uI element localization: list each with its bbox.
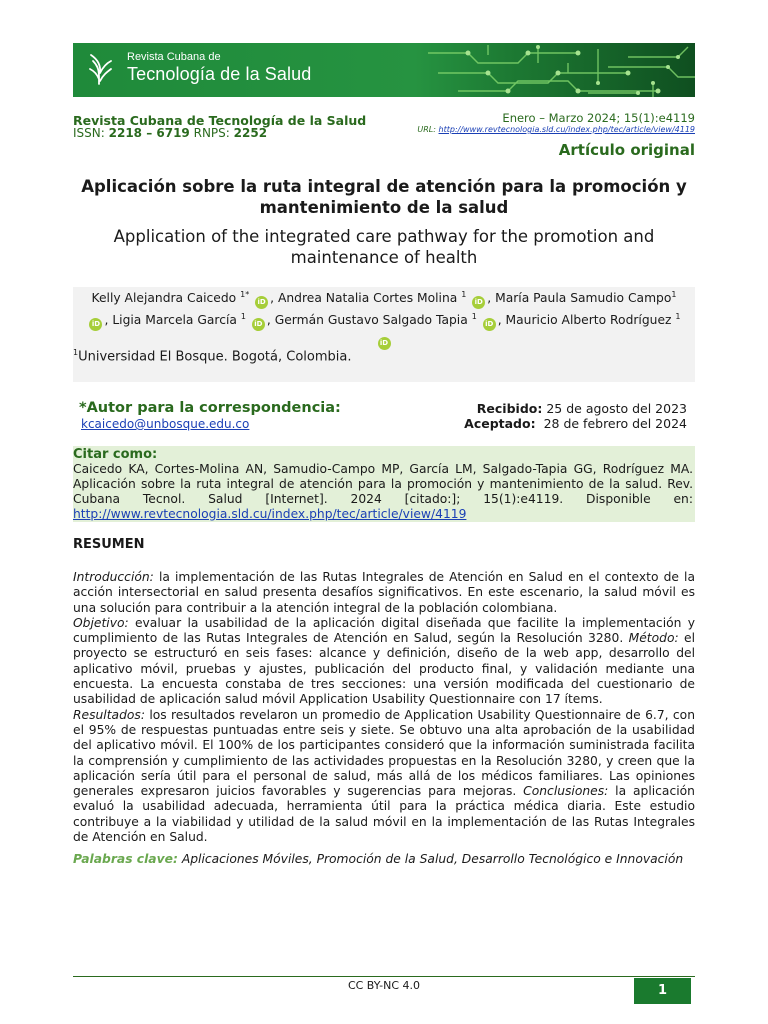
author-name: Kelly Alejandra Caicedo — [91, 291, 237, 306]
author-name: Ligia Marcela García — [112, 313, 237, 328]
author-affil-sup: 1 — [240, 312, 246, 322]
authors-section — [73, 287, 695, 382]
article-url-link[interactable]: http://www.revtecnologia.sld.cu/index.php/tec/article/view/4119 — [438, 125, 695, 134]
results-label: Resultados: — [73, 707, 145, 722]
banner-title-big: Tecnología de la Salud — [127, 64, 312, 84]
issn-line — [73, 126, 267, 140]
author-affil-sup: 1 — [471, 312, 477, 322]
submission-dates — [464, 401, 687, 431]
objective-text: evaluar la usabilidad de la aplicación digital diseñada que facilite la implementación y cumplimiento de las Rutas Integrales de Atención en Salud, según la Resolución 3280. — [73, 615, 695, 646]
author-affil-sup: 1* — [240, 290, 250, 299]
author-name: María Paula Samudio Campo — [495, 291, 672, 306]
conclusions-label: Conclusiones: — [523, 784, 609, 799]
author-name: Andrea Natalia Cortes Molina — [277, 291, 458, 306]
accepted-date: 28 de febrero del 2024 — [543, 416, 687, 431]
issn-value: 2218 – 6719 — [108, 126, 190, 140]
affiliation-sup: 1 — [73, 348, 79, 357]
citation-text: Caicedo KA, Cortes-Molina AN, Samudio-Campo MP, García LM, Salgado-Tapia GG, Rodríguez MA. Aplicación sobre la ruta integral de atención para la promoción y mantenimiento de la salud. Rev. Cubana Tecnol. Salud [Internet]. 2024 [citado:]; 15(1):e4119. Disponible en: — [73, 462, 693, 506]
article-title-spanish: Aplicación sobre la ruta integral de atención para la promoción y mantenimiento de la salud — [81, 177, 687, 217]
method-label: Método: — [628, 631, 679, 646]
abstract-heading: RESUMEN — [73, 537, 145, 552]
citation-title: Citar como: — [73, 447, 158, 462]
intro-label: Introducción: — [73, 570, 154, 584]
author-affil-sup: 1 — [671, 290, 677, 299]
journal-name: Revista Cubana de Tecnología de la Salud — [73, 113, 367, 128]
intro-text: la implementación de las Rutas Integrales de Atención en Salud en el contexto de la acción intersectorial en salud presenta desafíos significativos. En este escenario, la salud móvil es una solución para contribuir a la atención integral de la población colombiana. — [73, 570, 695, 615]
received-label: Recibido: — [476, 401, 543, 416]
citation-text-block — [73, 462, 693, 522]
article-type: Artículo original — [558, 141, 695, 159]
author-name: Mauricio Alberto Rodríguez — [505, 313, 672, 328]
rnps-value: 2252 — [233, 126, 268, 140]
method-text: el proyecto se estructuró en seis fases: alcance y definición, diseño de la web app, desarrollo del aplicativo móvil, pruebas y ajustes, publicación del producto final, y validación mediante una encuesta. La encuesta constaba de tres secciones: una versión modificada del cuestionario de usabilidad de aplicación salud móvil Application Usability Questionnaire con 17 ítems. — [73, 631, 695, 707]
correspondence-title: *Autor para la correspondencia: — [79, 400, 341, 416]
url-label: URL: — [417, 125, 436, 134]
issue-info: Enero – Marzo 2024; 15(1):e4119 — [502, 111, 695, 125]
affiliation-text: Universidad El Bosque. Bogotá, Colombia. — [78, 349, 352, 365]
footer-divider — [73, 976, 695, 977]
keywords-text: Aplicaciones Móviles, Promoción de la Salud, Desarrollo Tecnológico e Innovación — [181, 852, 684, 866]
orcid-icon[interactable]: iD — [255, 296, 268, 309]
keywords — [73, 852, 695, 868]
author-name: Germán Gustavo Salgado Tapia — [274, 313, 468, 328]
author-affil-sup: 1 — [675, 312, 681, 322]
orcid-icon[interactable]: iD — [252, 318, 265, 331]
issn-label: ISSN: — [73, 126, 105, 140]
journal-logo-icon — [87, 51, 113, 87]
banner-title-small: Revista Cubana de — [127, 51, 221, 63]
orcid-icon[interactable]: iD — [378, 337, 391, 350]
citation-box — [73, 446, 695, 522]
keywords-label: Palabras clave: — [73, 852, 178, 866]
abstract-body — [73, 570, 695, 845]
correspondence-email-link[interactable]: kcaicedo@unbosque.edu.co — [81, 417, 250, 431]
journal-banner — [73, 43, 695, 97]
page-number: 1 — [634, 978, 691, 1004]
orcid-icon[interactable]: iD — [472, 296, 485, 309]
conclusions-text: la aplicación evaluó la usabilidad adecuada, herramienta útil para la práctica médica diaria. Este estudio contribuye a la viabilidad y utilidad de la salud móvil en la implementación de las Rutas Integrales de Atención en Salud. — [73, 784, 695, 845]
author-affil-sup: 1 — [461, 290, 467, 299]
orcid-icon[interactable]: iD — [483, 318, 496, 331]
article-title-english: Application of the integrated care pathway for the promotion and maintenance of health — [113, 227, 655, 267]
article-url-line — [417, 125, 695, 134]
affiliation — [73, 348, 351, 364]
received-date: 25 de agosto del 2023 — [546, 401, 687, 416]
objective-label: Objetivo: — [73, 615, 129, 630]
results-text: los resultados revelaron un promedio de Application Usability Questionnaire de 6.7, con el 95% de respuestas puntuadas entre seis y siete. Se obtuvo una alta aprobación de la usabilidad del aplicativo móvil. El 100% de los participantes consideró que la información suministrada facilita la comprensión y cumplimiento de las actividades propuestas en la Resolución 3280, y creen que la aplicación sería útil para el personal de salud, más allá de los médicos familiares. Las opiniones generales expresaron juicios favorables y sugerencias para mejoras. — [73, 707, 695, 799]
license-text: CC BY-NC 4.0 — [347, 979, 421, 992]
accepted-label: Aceptado: — [464, 416, 536, 431]
citation-link[interactable]: http://www.revtecnologia.sld.cu/index.php/tec/article/view/4119 — [73, 507, 467, 521]
author-list: Kelly Alejandra Caicedo $^{1*}$ iD , Andrea Natalia Cortes Molina $^1$ iD , María Paula Samudio Campo$^1$ iD , Ligia Marcela García $^1$ iD , Germán Gustavo Salgado Tapia $^1$ iD , Mauricio Alberto Rodríguez $^1$ iD — [73, 287, 695, 350]
orcid-icon[interactable]: iD — [89, 318, 102, 331]
rnps-label: RNPS: — [193, 126, 230, 140]
circuit-pattern-decoration — [428, 43, 695, 97]
